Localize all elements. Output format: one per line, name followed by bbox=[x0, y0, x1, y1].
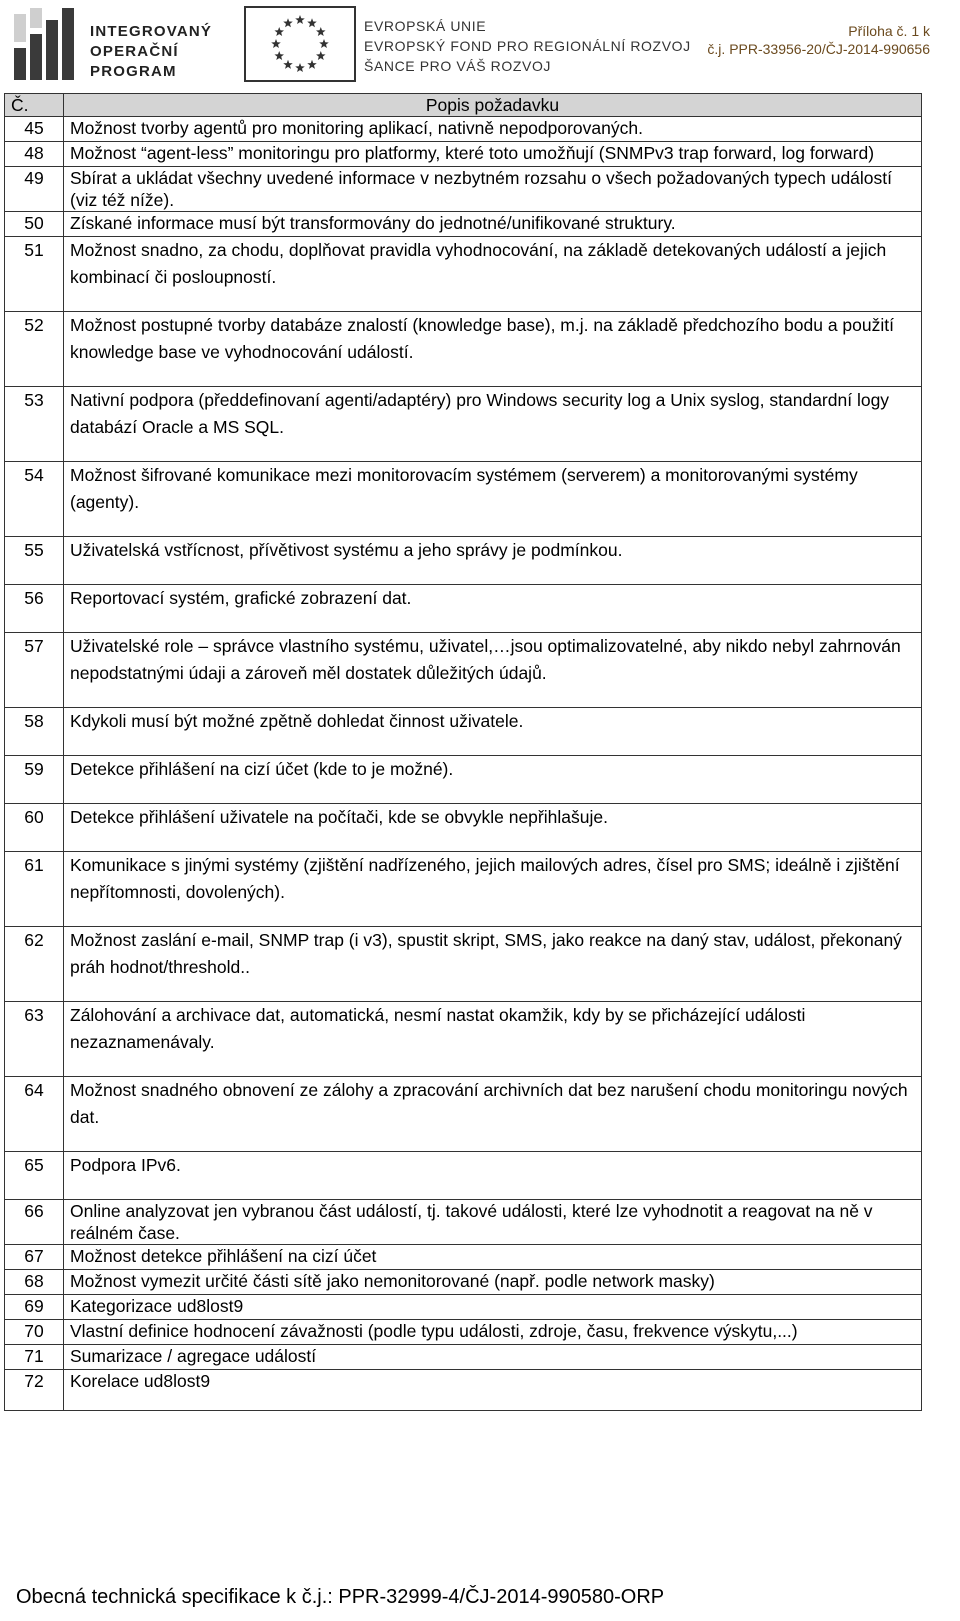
requirement-number: 59 bbox=[5, 756, 64, 804]
table-row bbox=[5, 537, 922, 585]
table-row bbox=[5, 1320, 922, 1345]
table-row bbox=[5, 633, 922, 708]
requirement-description: Možnost detekce přihlášení na cizí účet bbox=[64, 1245, 922, 1270]
requirement-description: Reportovací systém, grafické zobrazení dat. bbox=[64, 585, 922, 633]
requirement-description: Možnost zaslání e-mail, SNMP trap (i v3), spustit skript, SMS, jako reakce na daný stav, událost, překonaný práh hodnot/threshold.. bbox=[64, 927, 922, 1002]
requirement-description: Uživatelské role – správce vlastního systému, uživatel,…jsou optimalizovatelné, aby nikdo nebyl zahrnován nepodstatnými údaji a zároveň měl dostatek důležitých údajů. bbox=[64, 633, 922, 708]
eu-star-icon bbox=[319, 39, 329, 48]
table-row bbox=[5, 1077, 922, 1152]
table-row bbox=[5, 927, 922, 1002]
requirement-description: Komunikace s jinými systémy (zjištění nadřízeného, jejich mailových adres, čísel pro SMS; ideálně i zjištění nepřítomnosti, dovolených). bbox=[64, 852, 922, 927]
requirement-number: 54 bbox=[5, 462, 64, 537]
requirement-number: 56 bbox=[5, 585, 64, 633]
table-row bbox=[5, 1370, 922, 1411]
requirement-number: 70 bbox=[5, 1320, 64, 1345]
eu-line-3: ŠANCE PRO VÁŠ ROZVOJ bbox=[364, 58, 552, 74]
requirement-number: 57 bbox=[5, 633, 64, 708]
requirement-number: 65 bbox=[5, 1152, 64, 1200]
iop-logo-bars-icon bbox=[14, 8, 78, 80]
column-header-number: Č. bbox=[5, 94, 64, 117]
requirement-number: 68 bbox=[5, 1270, 64, 1295]
requirement-number: 67 bbox=[5, 1245, 64, 1270]
eu-star-icon bbox=[283, 18, 293, 27]
table-row bbox=[5, 142, 922, 167]
page-header bbox=[0, 0, 960, 92]
eu-star-icon bbox=[295, 63, 305, 72]
eu-star-icon bbox=[271, 39, 281, 48]
requirements-table-body bbox=[5, 117, 922, 1411]
requirement-description: Uživatelská vstřícnost, přívětivost systému a jeho správy je podmínkou. bbox=[64, 537, 922, 585]
table-row bbox=[5, 167, 922, 212]
requirement-number: 60 bbox=[5, 804, 64, 852]
table-row bbox=[5, 1152, 922, 1200]
eu-flag-icon bbox=[244, 6, 356, 82]
iop-logo-text bbox=[90, 22, 212, 82]
table-row bbox=[5, 756, 922, 804]
requirement-number: 53 bbox=[5, 387, 64, 462]
eu-fund-text bbox=[364, 16, 691, 76]
eu-star-icon bbox=[295, 15, 305, 24]
requirement-number: 71 bbox=[5, 1345, 64, 1370]
table-row bbox=[5, 1245, 922, 1270]
requirement-description: Podpora IPv6. bbox=[64, 1152, 922, 1200]
requirement-number: 55 bbox=[5, 537, 64, 585]
requirement-number: 66 bbox=[5, 1200, 64, 1245]
requirement-number: 64 bbox=[5, 1077, 64, 1152]
table-row bbox=[5, 1200, 922, 1245]
requirement-number: 49 bbox=[5, 167, 64, 212]
eu-star-icon bbox=[316, 51, 326, 60]
table-header-row bbox=[5, 94, 922, 117]
requirement-description: Detekce přihlášení uživatele na počítači, kde se obvykle nepřihlašuje. bbox=[64, 804, 922, 852]
requirement-number: 51 bbox=[5, 237, 64, 312]
requirement-number: 69 bbox=[5, 1295, 64, 1320]
table-row bbox=[5, 212, 922, 237]
table-row bbox=[5, 708, 922, 756]
requirement-description: Vlastní definice hodnocení závažnosti (podle typu události, zdroje, času, frekvence výskytu,...) bbox=[64, 1320, 922, 1345]
table-row bbox=[5, 804, 922, 852]
eu-stars-icon bbox=[246, 8, 354, 80]
requirement-description: Možnost šifrované komunikace mezi monitorovacím systémem (serverem) a monitorovanými systémy (agenty). bbox=[64, 462, 922, 537]
attachment-reference bbox=[707, 22, 930, 58]
requirement-description: Možnost postupné tvorby databáze znalostí (knowledge base), m.j. na základě předchozího bodu a použití knowledge base ve vyhodnocování událostí. bbox=[64, 312, 922, 387]
eu-star-icon bbox=[274, 27, 284, 36]
column-header-description: Popis požadavku bbox=[64, 94, 922, 117]
table-row bbox=[5, 585, 922, 633]
requirement-number: 72 bbox=[5, 1370, 64, 1411]
requirement-description: Korelace ud8lost9 bbox=[64, 1370, 922, 1411]
requirement-description: Možnost tvorby agentů pro monitoring aplikací, nativně nepodporovaných. bbox=[64, 117, 922, 142]
requirement-description: Detekce přihlášení na cizí účet (kde to je možné). bbox=[64, 756, 922, 804]
requirement-description: Nativní podpora (předdefinovaní agenti/adaptéry) pro Windows security log a Unix syslog, standardní logy databází Oracle a MS SQL. bbox=[64, 387, 922, 462]
eu-star-icon bbox=[316, 27, 326, 36]
table-row bbox=[5, 852, 922, 927]
table-row bbox=[5, 1295, 922, 1320]
requirement-number: 58 bbox=[5, 708, 64, 756]
requirement-number: 50 bbox=[5, 212, 64, 237]
eu-line-2: EVROPSKÝ FOND PRO REGIONÁLNÍ ROZVOJ bbox=[364, 38, 691, 54]
requirements-table bbox=[4, 93, 922, 1411]
iop-logo-line-3: PROGRAM bbox=[90, 63, 177, 80]
requirement-number: 61 bbox=[5, 852, 64, 927]
page-footer: Obecná technická specifikace k č.j.: PPR-32999-4/ČJ-2014-990580-ORP bbox=[16, 1586, 665, 1608]
table-row bbox=[5, 237, 922, 312]
requirement-number: 45 bbox=[5, 117, 64, 142]
reference-number: č.j. PPR-33956-20/ČJ-2014-990656 bbox=[707, 41, 930, 57]
requirement-description: Možnost snadno, za chodu, doplňovat pravidla vyhodnocování, na základě detekovaných událostí a jejich kombinací či posloupností. bbox=[64, 237, 922, 312]
requirement-description: Možnost “agent-less” monitoringu pro platformy, které toto umožňují (SNMPv3 trap forward, log forward) bbox=[64, 142, 922, 167]
requirement-description: Kdykoli musí být možné zpětně dohledat činnost uživatele. bbox=[64, 708, 922, 756]
requirement-description: Online analyzovat jen vybranou část událostí, tj. takové události, které lze vyhodnotit a reagovat na ně v reálném čase. bbox=[64, 1200, 922, 1245]
table-row bbox=[5, 462, 922, 537]
requirement-number: 52 bbox=[5, 312, 64, 387]
requirement-description: Získané informace musí být transformovány do jednotné/unifikované struktury. bbox=[64, 212, 922, 237]
iop-logo-line-2: OPERAČNÍ bbox=[90, 43, 179, 60]
requirement-number: 63 bbox=[5, 1002, 64, 1077]
table-row bbox=[5, 1002, 922, 1077]
eu-star-icon bbox=[307, 60, 317, 69]
table-row bbox=[5, 387, 922, 462]
eu-star-icon bbox=[307, 18, 317, 27]
iop-logo bbox=[14, 4, 224, 82]
table-row bbox=[5, 312, 922, 387]
table-row bbox=[5, 117, 922, 142]
eu-line-1: EVROPSKÁ UNIE bbox=[364, 18, 487, 34]
requirement-description: Možnost vymezit určité části sítě jako nemonitorované (např. podle network masky) bbox=[64, 1270, 922, 1295]
eu-star-icon bbox=[274, 51, 284, 60]
eu-star-icon bbox=[283, 60, 293, 69]
table-row bbox=[5, 1270, 922, 1295]
iop-logo-line-1: INTEGROVANÝ bbox=[90, 23, 213, 40]
requirement-description: Sbírat a ukládat všechny uvedené informace v nezbytném rozsahu o všech požadovaných typech událostí (viz též níže). bbox=[64, 167, 922, 212]
requirement-description: Možnost snadného obnovení ze zálohy a zpracování archivních dat bez narušení chodu monitoringu nových dat. bbox=[64, 1077, 922, 1152]
requirement-description: Sumarizace / agregace událostí bbox=[64, 1345, 922, 1370]
attachment-label: Příloha č. 1 k bbox=[848, 23, 930, 39]
requirement-description: Kategorizace ud8lost9 bbox=[64, 1295, 922, 1320]
table-row bbox=[5, 1345, 922, 1370]
requirement-description: Zálohování a archivace dat, automatická, nesmí nastat okamžik, kdy by se přicházející události nezaznamenávaly. bbox=[64, 1002, 922, 1077]
requirement-number: 48 bbox=[5, 142, 64, 167]
requirement-number: 62 bbox=[5, 927, 64, 1002]
